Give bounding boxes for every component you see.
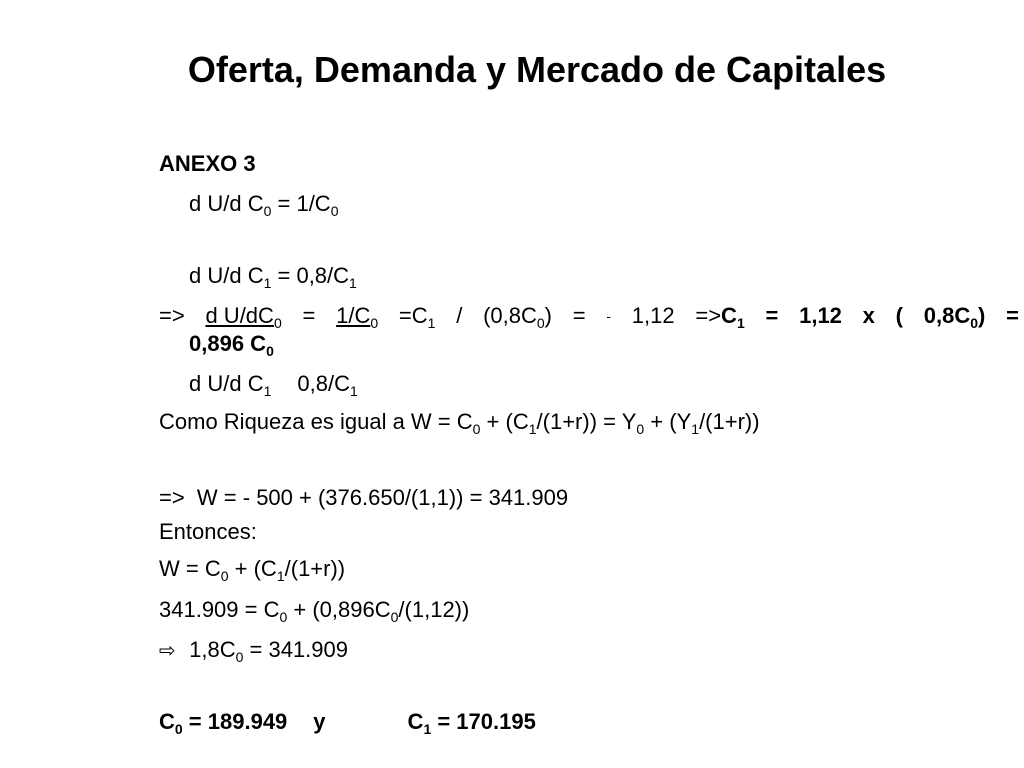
- wealth-equation: $W = C_0 + (C_1/(1+r))$: [159, 556, 346, 584]
- final-result: $C_0 = 189.949$ y $C_1 = 170.195$: [159, 709, 536, 737]
- equation-c1-result: 0,896 $C_0$: [189, 331, 274, 359]
- solution-step: ⇨ $1,8C_0 = 341.909$: [159, 637, 348, 665]
- equation-marginal-utility-ratio: d U/d $C_1$ $0,8/C_1$: [189, 371, 358, 399]
- equation-marginal-utility-c0: d U/d $C_0 = 1/C_0$: [189, 191, 339, 219]
- right-arrow-icon: ⇨: [159, 640, 176, 662]
- wealth-definition: Como Riqueza es igual a $W = C_0 + (C_1/(1+r)) = Y_0 + (Y_1/(1+r))$: [159, 409, 760, 437]
- entonces-label: Entonces:: [159, 519, 257, 544]
- equation-marginal-utility-c1: d U/d $C_1 = 0,8/C_1$: [189, 263, 357, 291]
- wealth-calculation: => W = - 500 + (376.650/(1,1)) = 341.909: [159, 485, 569, 510]
- numeric-equation: $341.909 = C_0 + (0,896C_0/(1,12))$: [159, 597, 470, 625]
- equation-ratio-derivation: => d $U/dC_0$ = $1/C_0$ $=C_1$ / $(0,8C_0)$ = - 1,12 $=>C_1$ = 1,12 x ( $0,8C_0$) =: [159, 303, 1019, 331]
- section-heading: ANEXO 3: [159, 151, 256, 176]
- page-title: Oferta, Demanda y Mercado de Capitales: [187, 49, 887, 90]
